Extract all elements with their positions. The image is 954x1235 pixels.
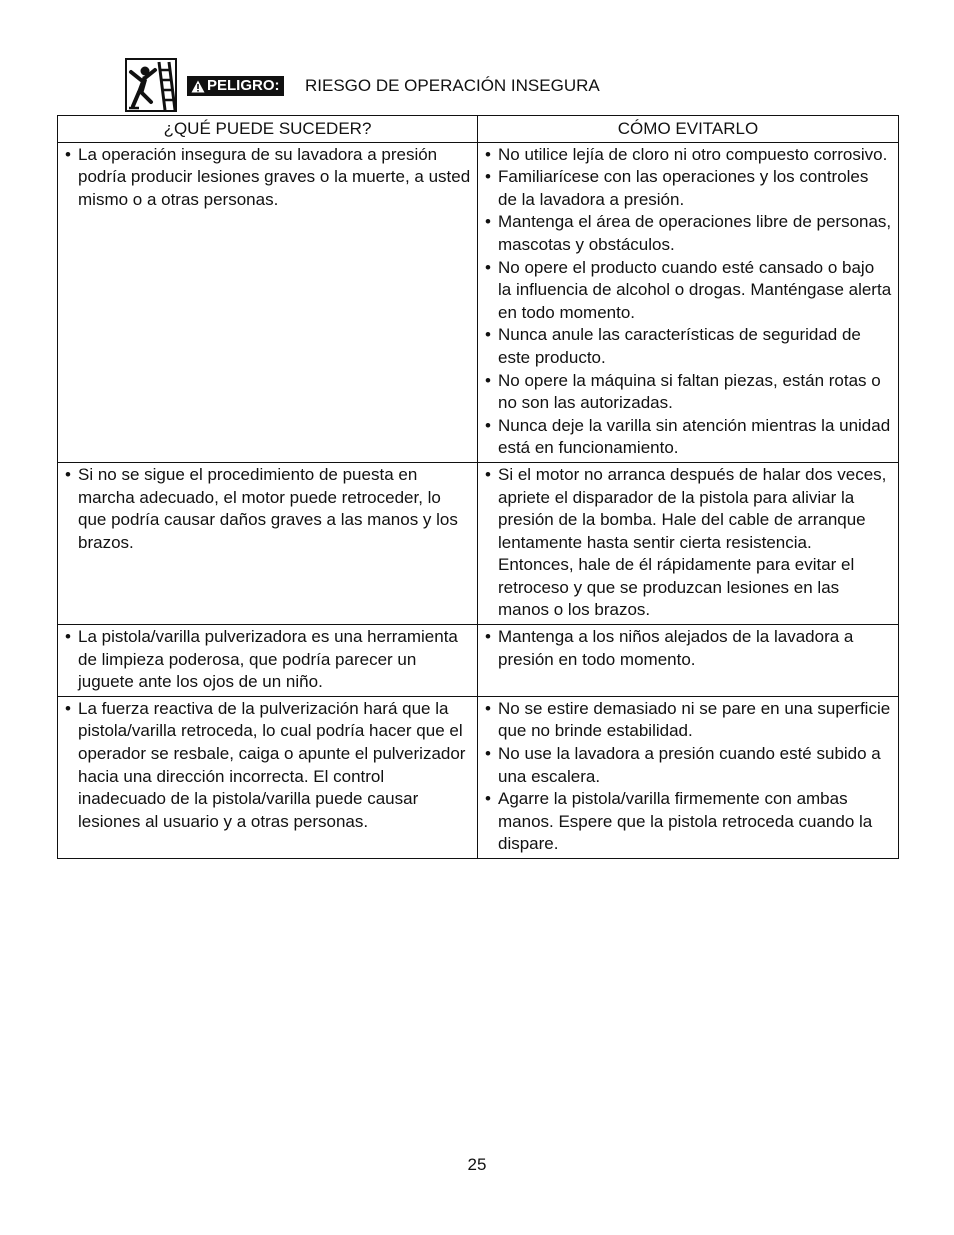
list-item: • Si no se sigue el procedimiento de puesta en marcha adecuado, el motor puede retroceder, lo que podría causar daños graves a las manos y los brazos. <box>64 464 471 554</box>
prevention-cell <box>478 696 899 858</box>
hazard-cell <box>58 625 478 697</box>
signal-word-text: PELIGRO: <box>207 77 280 94</box>
col-header-how-to-avoid: CÓMO EVITARLO <box>478 116 899 143</box>
list-item: • Nunca deje la varilla sin atención mientras la unidad está en funcionamiento. <box>484 415 892 460</box>
list-item: • No use la lavadora a presión cuando esté subido a una escalera. <box>484 743 892 788</box>
table-row <box>58 625 899 697</box>
list-item: • La pistola/varilla pulverizadora es una herramienta de limpieza poderosa, que podría parecer un juguete ante los ojos de un niño. <box>64 626 471 694</box>
list-item: • La fuerza reactiva de la pulverización hará que la pistola/varilla retroceda, lo cual podría hacer que el operador se resbale, caiga o apunte el pulverizador hacia una dirección incorrecta. El control inadecuado de la pistola/varilla puede causar lesiones al usuario y a otras personas. <box>64 698 471 834</box>
danger-signal-word <box>187 76 284 96</box>
alert-triangle-icon <box>191 80 205 93</box>
slip-fall-ladder-icon <box>125 58 177 112</box>
hazard-cell <box>58 142 478 462</box>
list-item: • No opere la máquina si faltan piezas, están rotas o no son las autorizadas. <box>484 370 892 415</box>
table-row <box>58 462 899 624</box>
list-item: • Mantenga el área de operaciones libre de personas, mascotas y obstáculos. <box>484 211 892 256</box>
prevention-cell <box>478 462 899 624</box>
prevention-cell <box>478 625 899 697</box>
list-item: • Familiarícese con las operaciones y los controles de la lavadora a presión. <box>484 166 892 211</box>
hazard-table <box>57 115 899 859</box>
hazard-cell <box>58 462 478 624</box>
safety-header <box>125 58 825 112</box>
page-number: 25 <box>467 1155 487 1174</box>
table-row <box>58 696 899 858</box>
table-row <box>58 142 899 462</box>
hazard-title: RIESGO DE OPERACIÓN INSEGURA <box>305 76 600 95</box>
list-item: • Si el motor no arranca después de halar dos veces, apriete el disparador de la pistola para aliviar la presión de la bomba. Hale del cable de arranque lentamente hasta sentir cierta resistencia. Entonces, hale de él rápidamente para evitar el retroceso y que se produzcan lesiones en las manos o los brazos. <box>484 464 892 622</box>
list-item: • No se estire demasiado ni se pare en una superficie que no brinde estabilidad. <box>484 698 892 743</box>
list-item: • No utilice lejía de cloro ni otro compuesto corrosivo. <box>484 144 892 167</box>
table-header-row <box>58 116 899 143</box>
hazard-cell <box>58 696 478 858</box>
list-item: • Nunca anule las características de seguridad de este producto. <box>484 324 892 369</box>
col-header-what-can-happen: ¿QUÉ PUEDE SUCEDER? <box>58 116 478 143</box>
list-item: • Agarre la pistola/varilla firmemente con ambas manos. Espere que la pistola retroceda cuando la dispare. <box>484 788 892 856</box>
list-item: • La operación insegura de su lavadora a presión podría producir lesiones graves o la muerte, a usted mismo o a otras personas. <box>64 144 471 212</box>
list-item: • No opere el producto cuando esté cansado o bajo la influencia de alcohol o drogas. Manténgase alerta en todo momento. <box>484 257 892 325</box>
list-item: • Mantenga a los niños alejados de la lavadora a presión en todo momento. <box>484 626 892 671</box>
prevention-cell <box>478 142 899 462</box>
